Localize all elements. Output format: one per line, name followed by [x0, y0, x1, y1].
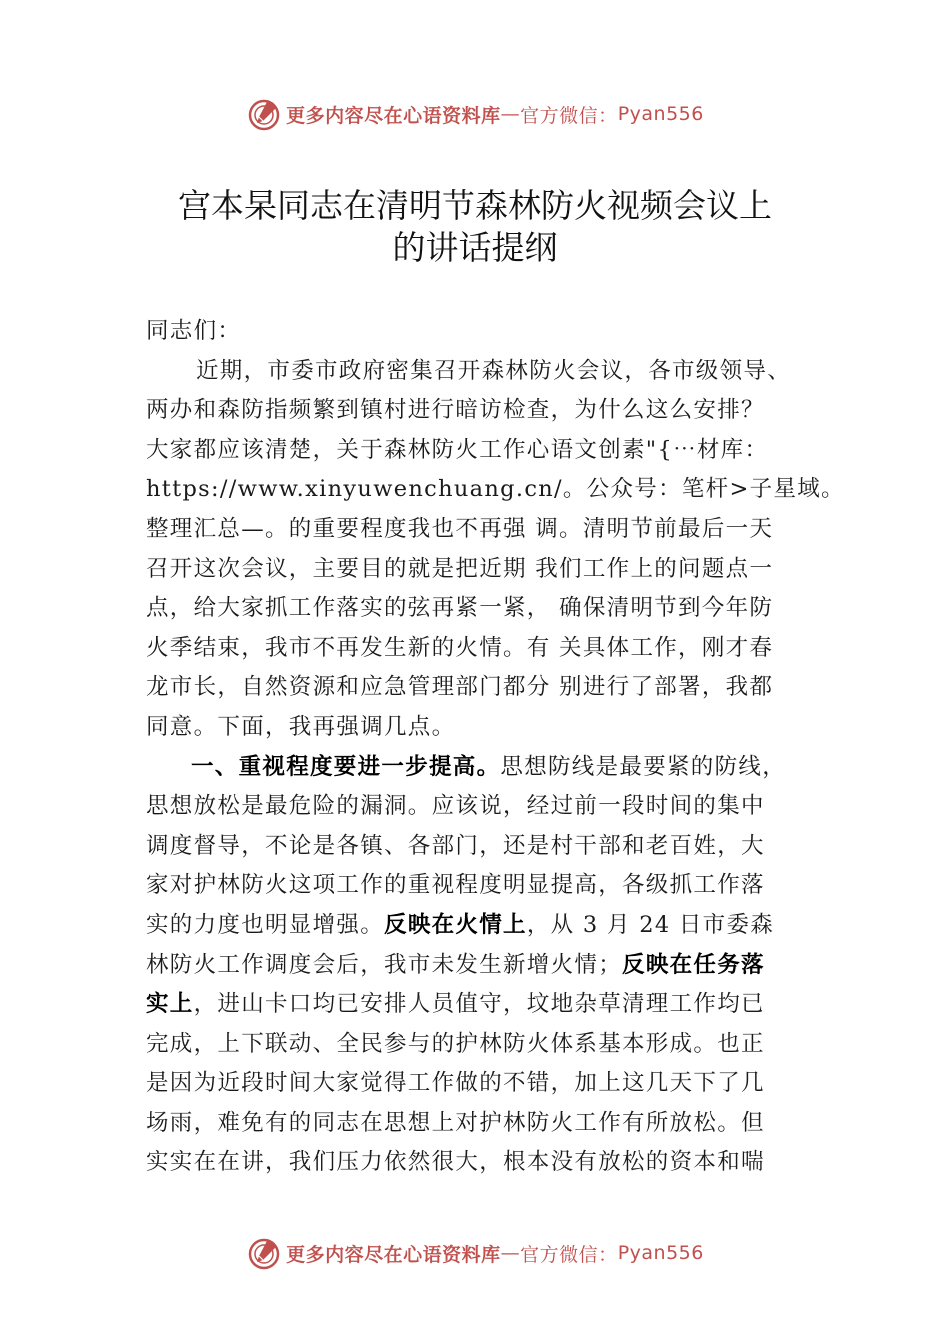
s1-line-7: [146, 985, 824, 1025]
banner-separator: —: [500, 103, 521, 125]
s1-line: 完成，上下联动、全民参与的护林防火体系基本形成。也正: [146, 1030, 765, 1057]
document-body: [146, 312, 845, 1183]
p1-line: 同意。下面，我再强调几点。: [146, 713, 456, 740]
emphasis-task: 反映在任务落: [622, 951, 765, 978]
p1-line: 两办和森防指频繁到镇村进行暗访检查，为什么这么安排？: [146, 397, 765, 424]
s1-line: 是因为近段时间大家觉得工作做的不错，加上这几天下了几: [146, 1070, 765, 1097]
p1-line: 近期，市委市政府密集召开森林防火会议，各市级领导、: [196, 357, 792, 384]
s1-line: 家对护林防火这项工作的重视程度明显提高，各级抓工作落: [146, 872, 765, 899]
emphasis-fire: 反映在火情上: [384, 911, 527, 938]
header-banner: [0, 94, 950, 134]
banner-wechat-id: Pyan556: [617, 103, 704, 125]
pen-logo-icon: [246, 96, 282, 132]
s1-line-5: [146, 906, 824, 946]
s1-text: 林防火工作调度会后，我市未发生新增火情；: [146, 951, 623, 978]
emphasis-task-cont: 实上: [146, 991, 194, 1018]
section-1-heading: 一、重视程度要进一步提高。: [191, 753, 501, 780]
p1-line: 整理汇总—。的重要程度我也不再强 调。清明节前最后一天: [146, 515, 774, 542]
title-line-2: 的讲话提纲: [392, 228, 558, 267]
p1-line: 点，给大家抓工作落实的弦再紧一紧， 确保清明节到今年防: [146, 595, 774, 622]
s1-text: 思想防线是最要紧的防线，: [500, 753, 787, 780]
title-line-1: 宫本杲同志在清明节森林防火视频会议上: [178, 186, 772, 225]
p1-line: 召开这次会议，主要目的就是把近期 我们工作上的问题点一: [146, 555, 774, 582]
s1-line: 场雨，难免有的同志在思想上对护林防火工作有所放松。但: [146, 1109, 765, 1136]
footer-banner: [0, 1233, 950, 1273]
s1-text: ，进山卡口均已安排人员值守，坟地杂草清理工作均已: [193, 991, 765, 1018]
p1-line: 龙市长，自然资源和应急管理部门都分 别进行了部署，我都: [146, 674, 774, 701]
banner-separator: —: [500, 1242, 521, 1264]
s1-line-1: [146, 748, 824, 788]
s1-line: 调度督导，不论是各镇、各部门，还是村干部和老百姓，大: [146, 832, 765, 859]
s1-line-6: [146, 946, 824, 986]
banner-wechat-label: 官方微信：: [520, 1243, 618, 1266]
banner-wechat-label: 官方微信：: [520, 104, 618, 127]
s1-line: 实实在在讲，我们压力依然很大，根本没有放松的资本和喘: [146, 1149, 765, 1176]
salutation: 同志们：: [146, 318, 242, 344]
banner-brand: 更多内容尽在心语资料库: [286, 1243, 501, 1266]
p1-line: https://www.xinyuwenchuang.cn/。公众号：笔杆>子星域。: [146, 476, 845, 503]
pen-logo-icon: [246, 1235, 282, 1271]
document-title: [120, 185, 830, 269]
s1-text: ，从 3 月 24 日市委森: [526, 911, 775, 938]
p1-line: 火季结束，我市不再发生新的火情。有 关具体工作，刚才春: [146, 634, 774, 661]
s1-text: 实的力度也明显增强。: [146, 911, 385, 938]
banner-wechat-id: Pyan556: [617, 1242, 704, 1264]
p1-line: 大家都应该清楚，关于森林防火工作心语文创素"{⋯材库：: [146, 436, 769, 463]
s1-line: 思想放松是最危险的漏洞。应该说，经过前一段时间的集中: [146, 793, 765, 820]
banner-brand: 更多内容尽在心语资料库: [286, 104, 501, 127]
